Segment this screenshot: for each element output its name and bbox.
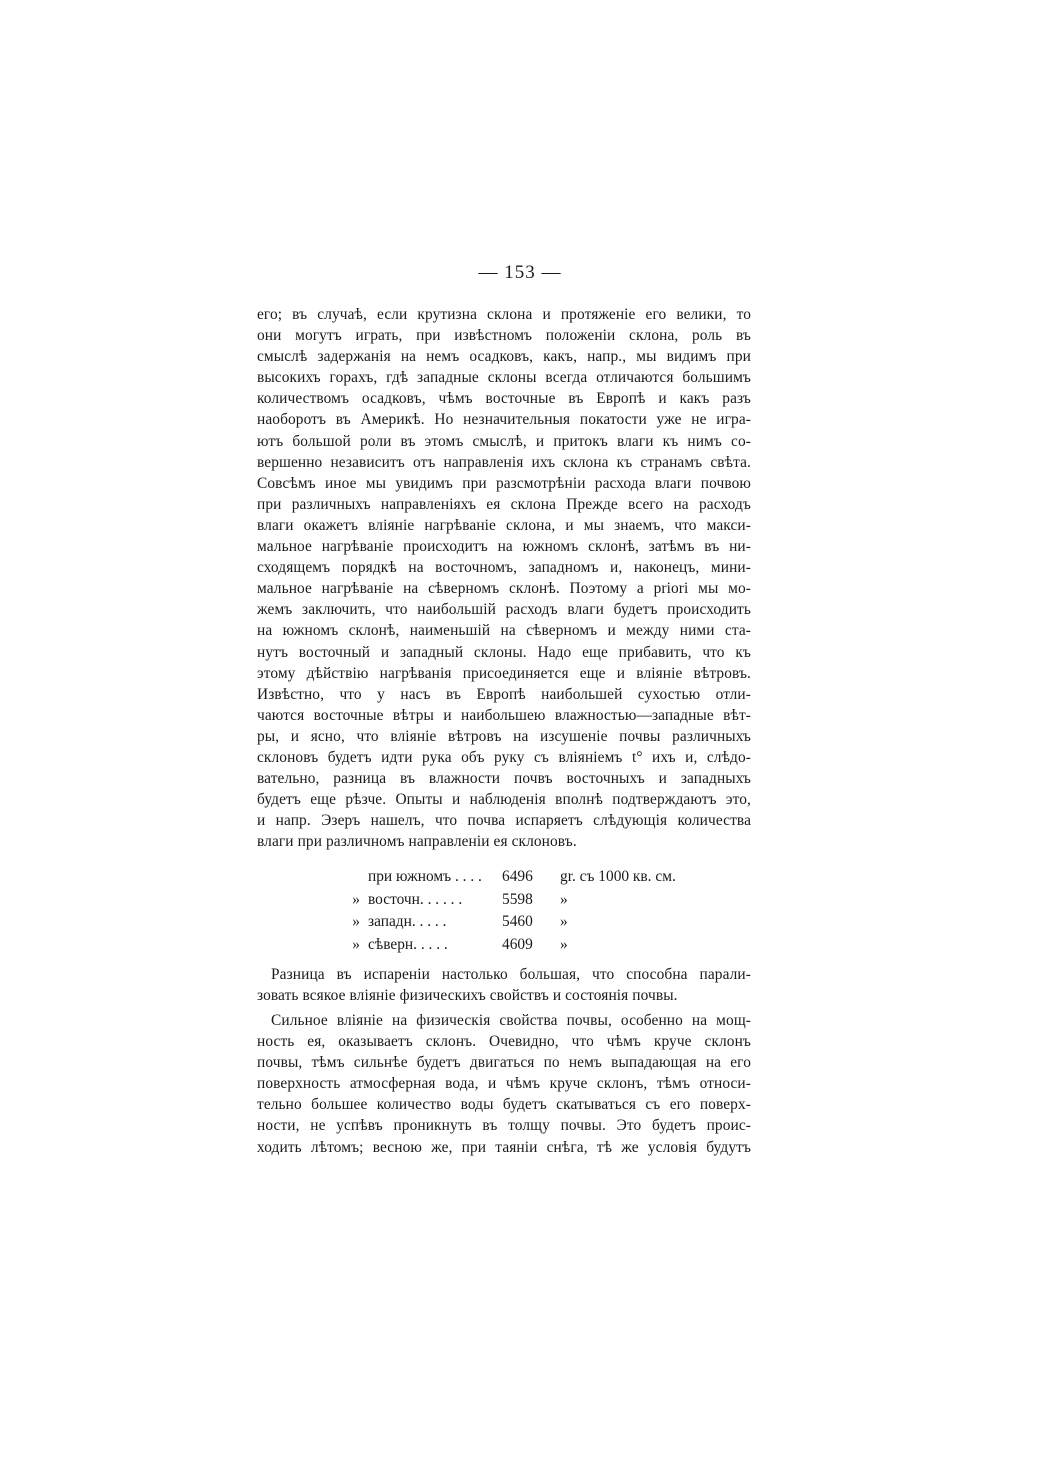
row-value: 6496 — [502, 868, 533, 885]
text-line: вершенно независитъ отъ направленія ихъ склона къ странамъ свѣта. — [257, 453, 751, 471]
row-value: 5460 — [502, 913, 533, 930]
row-value: 5598 — [502, 890, 533, 908]
text-line: на южномъ склонѣ, наименьшій на сѣверномъ и между ними ста- — [257, 622, 751, 640]
text-line: почвы, тѣмъ сильнѣе будетъ двигаться по немъ выпадающая на его — [257, 1054, 751, 1072]
row-unit: gr. съ 1000 кв. см. — [560, 868, 676, 885]
row-label: западн. . . . . — [368, 913, 447, 930]
table-row — [342, 911, 676, 934]
text-line: будетъ еще рѣзче. Опыты и наблюденія вполнѣ подтверждаютъ это, — [257, 791, 751, 809]
text-line: количествомъ осадковъ, чѣмъ восточные въ Европѣ и какъ разъ — [257, 390, 751, 408]
row-label: при южномъ . . . . — [368, 868, 482, 885]
ditto-mark: » — [352, 935, 360, 953]
text-line: они могутъ играть, при извѣстномъ положеніи склона, роль въ — [257, 327, 751, 345]
text-line: нутъ восточный и западный склоны. Надо еще прибавить, что къ — [257, 643, 751, 661]
text-line: влаги окажетъ вліяніе нагрѣваніе склона, и мы знаемъ, что макси- — [257, 516, 751, 534]
row-unit: » — [560, 890, 568, 908]
text-line: при различныхъ направленіяхъ ея склона Прежде всего на расходъ — [257, 495, 751, 513]
text-line: вательно, разница въ влажности почвъ восточныхъ и западныхъ — [257, 770, 751, 788]
table-row — [342, 934, 676, 957]
text-line: зовать всякое вліяніе физическихъ свойствъ и состоянія почвы. — [257, 987, 678, 1005]
table-row — [342, 866, 676, 889]
text-line: наоборотъ въ Америкѣ. Но незначительныя покатости уже не игра- — [257, 411, 751, 429]
text-line: Извѣстно, что у насъ въ Европѣ наибольшей сухостью отли- — [257, 685, 751, 703]
paragraph-3 — [257, 1010, 751, 1158]
text-line: высокихъ горахъ, гдѣ западные склоны всегда отличаются большимъ — [257, 369, 751, 387]
text-line: чаются восточные вѣтры и наибольшею влажностью—западные вѣт- — [257, 706, 751, 724]
text-line: ность ея, оказываетъ склонъ. Очевидно, что чѣмъ круче склонъ — [257, 1033, 751, 1051]
text-line: сходящемъ порядкѣ на восточномъ, западномъ и, наконецъ, мини- — [257, 559, 751, 577]
text-line: и напр. Эзеръ нашелъ, что почва испаряетъ слѣдующія количества — [257, 812, 751, 830]
text-line: жемъ заключить, что наибольшій расходъ влаги будетъ происходить — [257, 601, 751, 619]
ditto-mark: » — [352, 913, 360, 930]
row-value: 4609 — [502, 935, 533, 953]
text-line: ютъ большой роли въ этомъ смыслѣ, и притокъ влаги къ нимъ со- — [257, 432, 751, 450]
row-label: сѣверн. . . . . — [368, 935, 448, 953]
paragraph-2 — [257, 964, 751, 1006]
text-line: мальное нагрѣваніе происходитъ на южномъ склонѣ, затѣмъ въ ни- — [257, 538, 751, 556]
text-line: его; въ случаѣ, если крутизна склона и протяженіе его велики, то — [257, 306, 751, 323]
text-line: поверхность атмосферная вода, и чѣмъ круче склонъ, тѣмъ относи- — [257, 1075, 751, 1093]
text-line: ры, и ясно, что вліяніе вѣтровъ на изсушеніе почвы различныхъ — [257, 727, 751, 745]
text-line: склоновъ будетъ идти рука объ руку съ вліяніемъ t° ихъ и, слѣдо- — [257, 748, 751, 766]
text-line: Сильное вліяніе на физическія свойства почвы, особенно на мощ- — [271, 1012, 751, 1029]
text-line: ходить лѣтомъ; весною же, при таяніи снѣга, тѣ же условія будутъ — [257, 1138, 751, 1156]
row-label: восточн. . . . . . — [368, 890, 463, 908]
text-line: ности, не успѣвъ проникнуть въ толщу почвы. Это будетъ проис- — [257, 1117, 751, 1135]
row-unit: » — [560, 913, 568, 930]
text-line: влаги при различномъ направленіи ея склоновъ. — [257, 833, 577, 851]
text-line: Совсѣмъ иное мы увидимъ при разсмотрѣніи расхода влаги почвою — [257, 474, 751, 492]
row-unit: » — [560, 935, 568, 953]
text-line: этому дѣйствію нагрѣванія присоединяется еще и вліяніе вѣтровъ. — [257, 664, 751, 682]
text-line: мальное нагрѣваніе на сѣверномъ склонѣ. Поэтому a priori мы мо- — [257, 580, 751, 598]
ditto-mark: » — [352, 890, 360, 908]
table-row — [342, 889, 676, 912]
evaporation-table — [342, 866, 676, 956]
page-number: — 153 — — [478, 262, 562, 283]
text-line: Разница въ испареніи настолько большая, что способна парали- — [271, 966, 751, 983]
text-line: тельно большее количество воды будетъ скатываться съ его поверх- — [257, 1096, 751, 1114]
paragraph-1 — [257, 304, 751, 852]
text-line: смыслѣ задержанія на немъ осадковъ, какъ, напр., мы видимъ при — [257, 348, 751, 366]
ditto-mark — [342, 866, 368, 889]
